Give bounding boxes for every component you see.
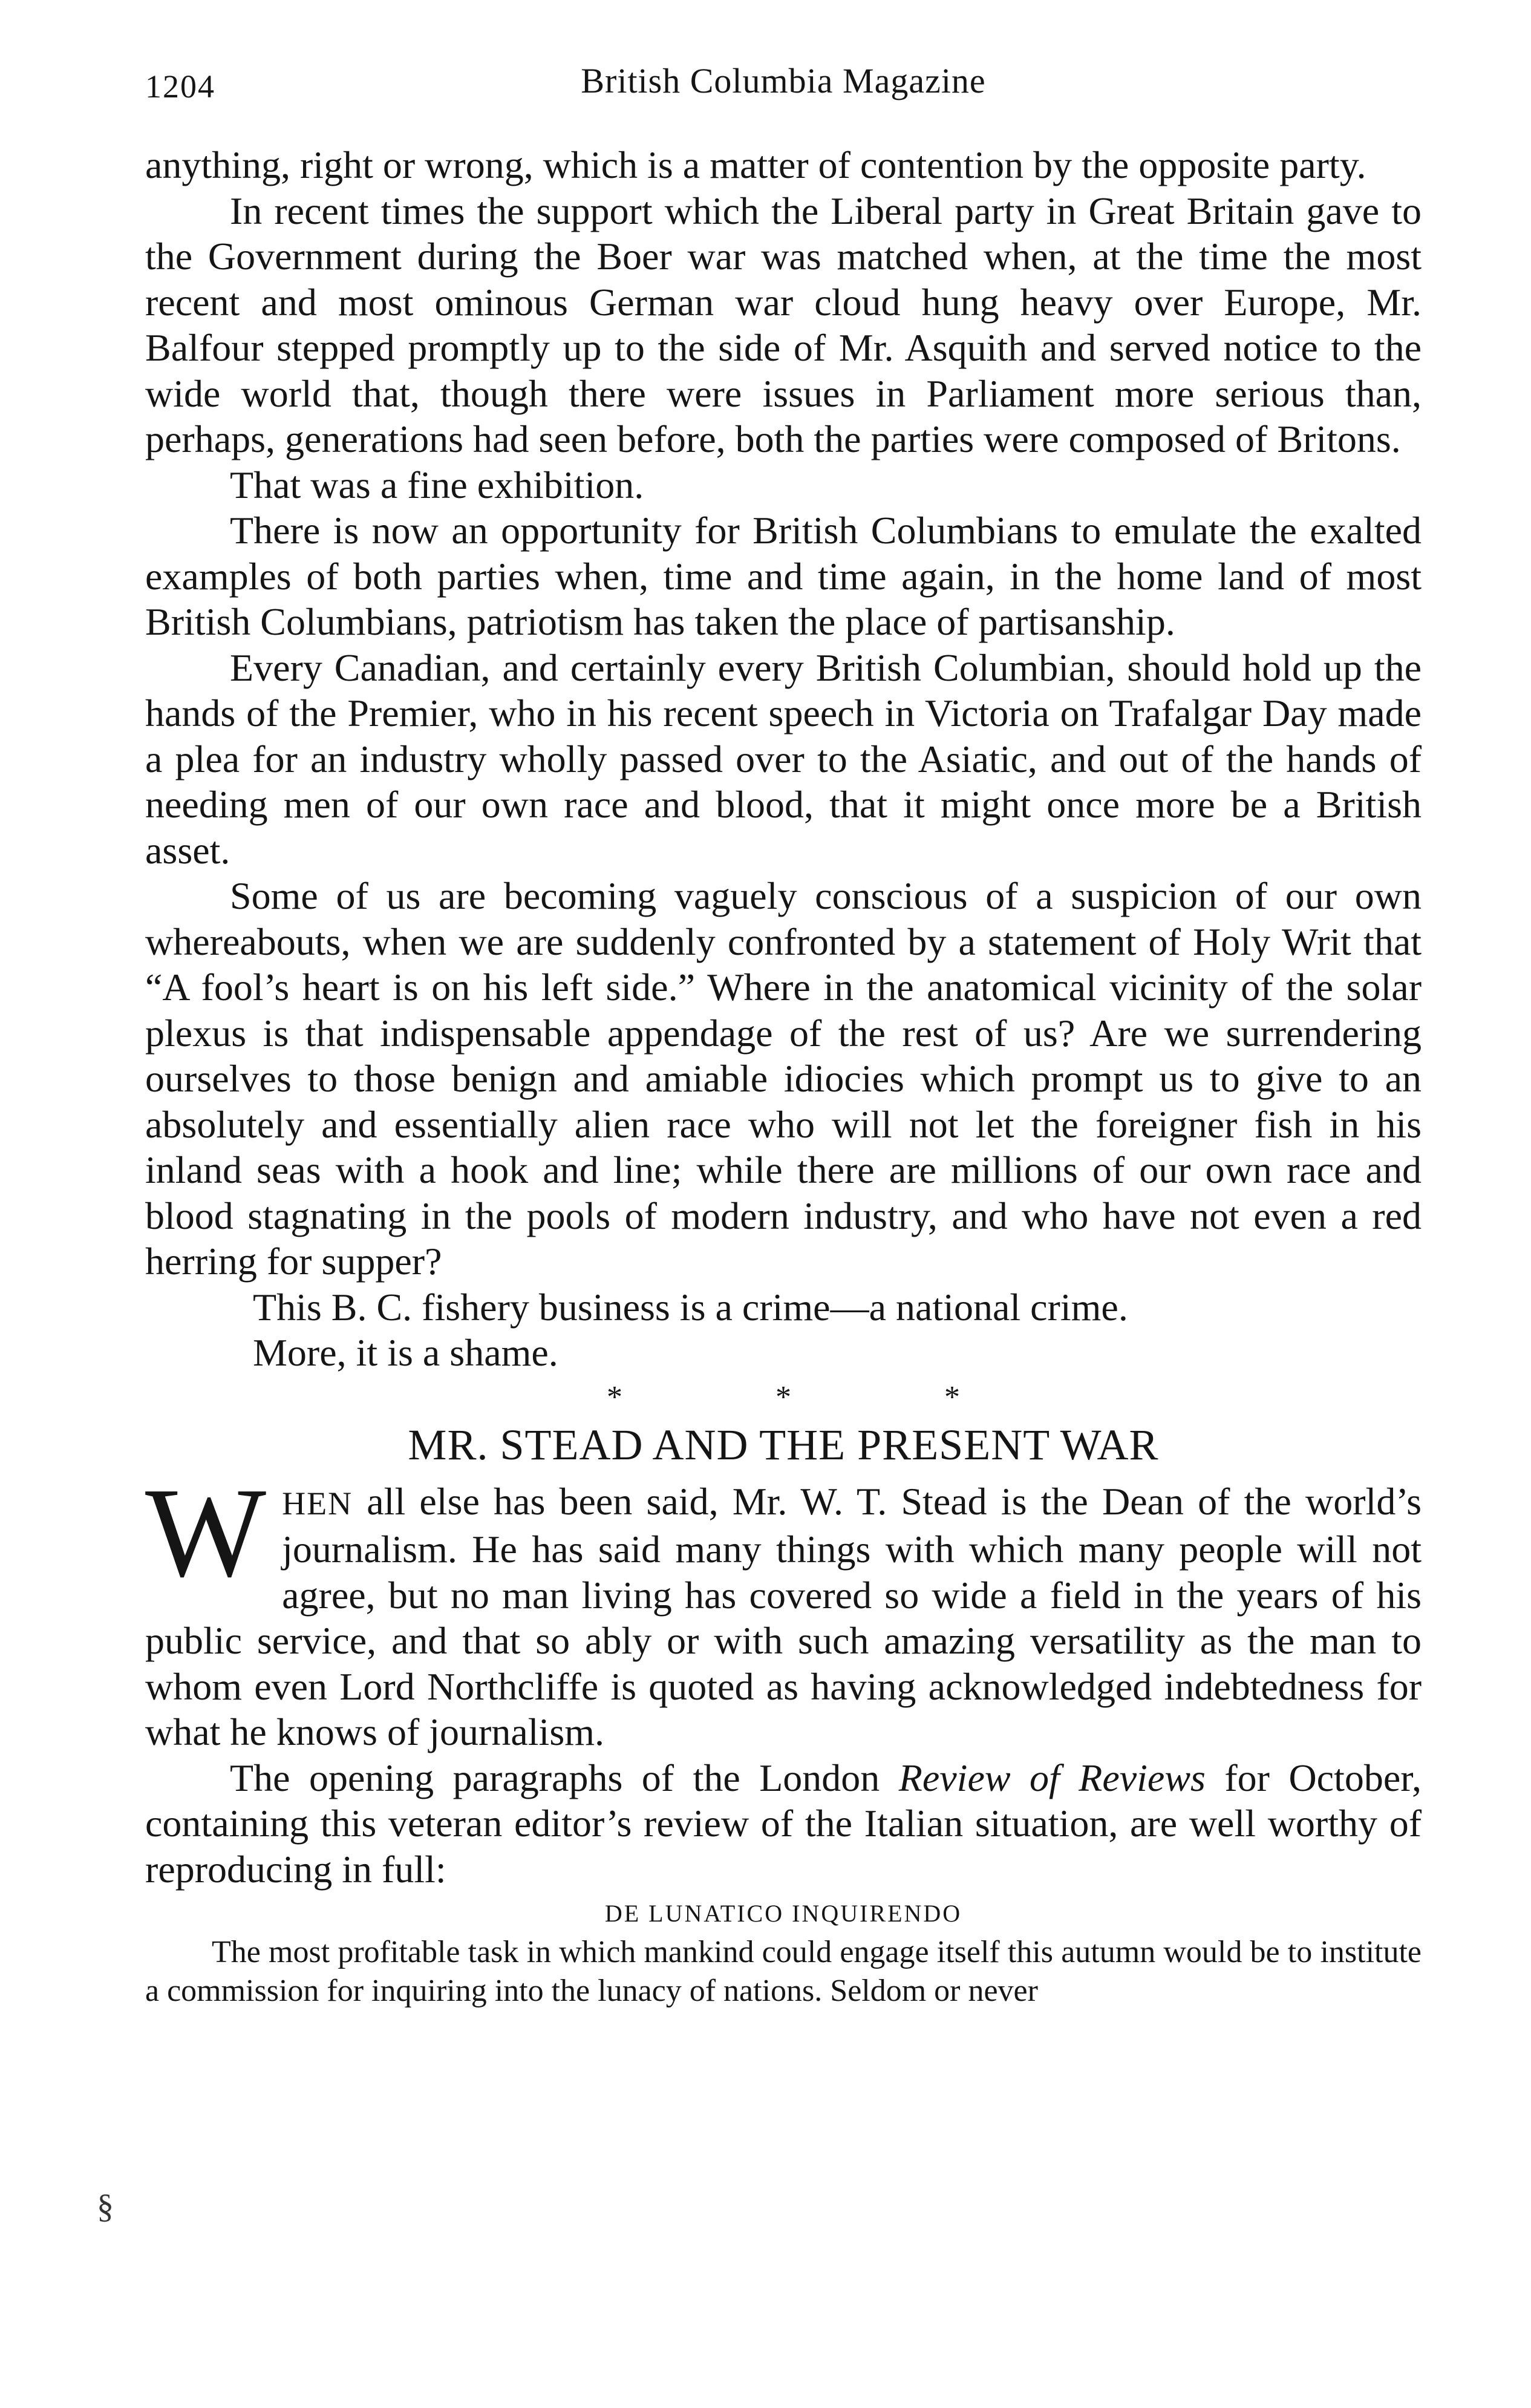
- section-separator: * * *: [607, 1379, 1033, 1415]
- lead-text: all else has been said, Mr. W. T. Stead is the Dean of the world’s journalism. He has said many things with which many people will not agree, but no man living has covered so wide a field in the years of his public service, and that so ably or with such amazing versatility as the man to whom even Lord Northcliffe is quoted as having acknowledged indebtedness for what he knows of journalism.: [145, 1479, 1422, 1753]
- publication-title: Review of Reviews: [898, 1756, 1206, 1799]
- body-paragraph: Some of us are becoming vaguely conscious of a suspicion of our own whereabouts, when we are suddenly confronted by a statement of Holy Writ that “A fool’s heart is on his left side.” Where in the anatomical vicinity of the solar plexus is that indispensable appendage of the rest of us? Are we surrendering ourselves to those benign and amiable idiocies which prompt us to give to an absolutely and essentially alien race who will not let the foreigner fish in his inland seas with a hook and line; while there are millions of our own race and blood stagnating in the pools of modern industry, and who have not even a red herring for supper?: [145, 874, 1422, 1283]
- quote-heading: DE LUNATICO INQUIRENDO: [604, 1900, 962, 1927]
- quoted-paragraph: The most profitable task in which mankind could engage itself this autumn would be to institute a commission for inquiring into the lunacy of nations. Seldom or never: [145, 1935, 1422, 2008]
- drop-cap: W: [145, 1461, 267, 1603]
- section-heading: MR. STEAD AND THE PRESENT WAR: [408, 1420, 1159, 1469]
- section-lead-paragraph: [145, 1461, 1422, 1755]
- body-paragraph: Every Canadian, and certainly every British Columbian, should hold up the hands of the Premier, who in his recent speech in Victoria on Trafalgar Day made a plea for an industry wholly passed over to the Asiatic, and out of the hands of needing men of our own race and blood, that it might once more be a British asset.: [145, 646, 1422, 872]
- para-text-before: The opening paragraphs of the London: [230, 1756, 899, 1799]
- closing-line: More, it is a shame.: [253, 1331, 558, 1374]
- lead-smallcaps: HEN: [282, 1485, 353, 1522]
- closing-line: This B. C. fishery business is a crime—a national crime.: [253, 1285, 1128, 1329]
- journal-title: British Columbia Magazine: [581, 61, 986, 100]
- text-column: [145, 142, 1422, 2010]
- running-head: [145, 56, 1422, 110]
- margin-mark: §: [97, 2188, 114, 2225]
- page-number: 1204: [145, 68, 215, 105]
- para-text-after: for October, containing this veteran editor’s review of the Italian situation, are well worthy of reproducing in full:: [145, 1756, 1422, 1891]
- body-paragraph: In recent times the support which the Liberal party in Great Britain gave to the Government during the Boer war was matched when, at the time the most recent and most ominous German war cloud hung heavy over Europe, Mr. Balfour stepped promptly up to the side of Mr. Asquith and served notice to the wide world that, though there were issues in Parliament more serious than, perhaps, generations had seen before, both the parties were composed of Britons.: [145, 189, 1422, 460]
- body-paragraph: That was a fine exhibition.: [230, 463, 644, 506]
- body-paragraph: anything, right or wrong, which is a matter of contention by the opposite party.: [145, 143, 1366, 186]
- body-paragraph: There is now an opportunity for British Columbians to emulate the exalted examples of both parties when, time and time again, in the home land of most British Columbians, patriotism has taken the place of partisanship.: [145, 509, 1422, 643]
- section-paragraph: [145, 1755, 1422, 1893]
